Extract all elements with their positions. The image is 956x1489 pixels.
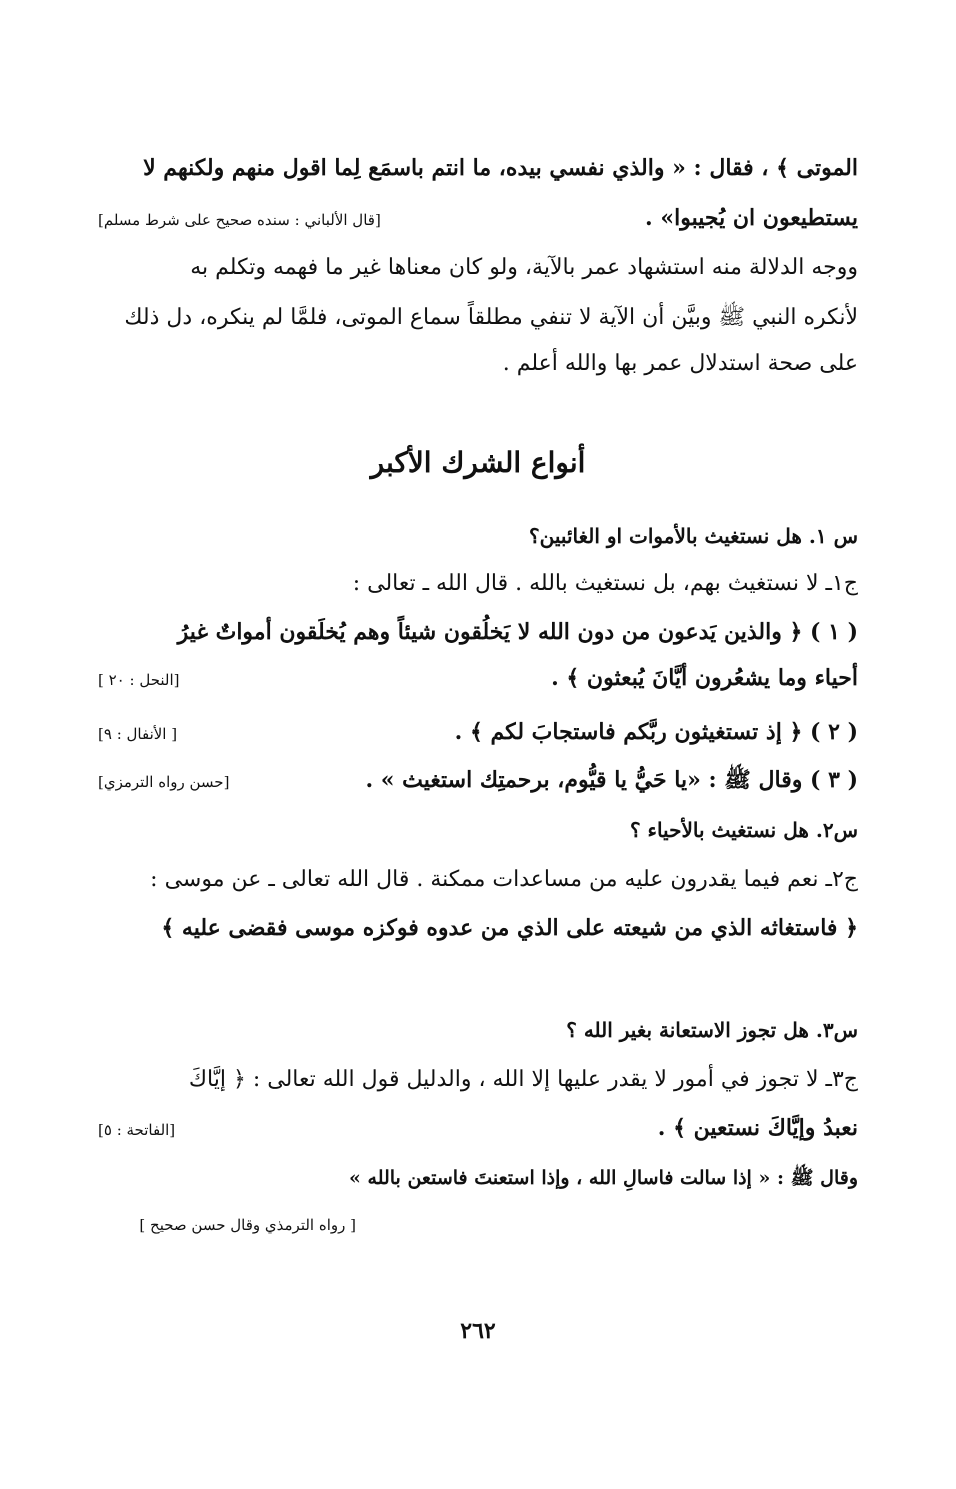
verse-1b-line <box>98 660 858 698</box>
answer-3: ج٣ـ لا تجوز في أمور لا يقدر عليها إلا الله ، والدليل قول الله تعالى : ﴿ إيَّاكَ <box>188 1067 858 1092</box>
hadith-3: ( ٣ ) وقال ﷺ : «يا حَيُّ يا قيُّوم، برحمتِك استغيث » . <box>365 767 858 793</box>
page-number: ٢٦٢ <box>460 1318 496 1344</box>
answer-2: ج٢ـ نعم فيما يقدرون عليه من مساعدات ممكنة . قال الله تعالى ـ عن موسى : <box>150 867 858 892</box>
verse-1b: أحياء وما يشعُرون أيَّانَ يُبعثون ﴾ . <box>551 665 858 691</box>
hadith-3-line <box>98 762 858 800</box>
question-1: س ١. هل نستغيث بالأموات او الغائبين؟ <box>529 524 858 548</box>
verse-q3-line <box>98 1110 858 1148</box>
question-3: س٣. هل تجوز الاستعانة بغير الله ؟ <box>566 1018 858 1042</box>
verse-q3-end: نعبدُ وإيَّاكَ نستعين ﴾ . <box>657 1115 858 1141</box>
line-3: ووجه الدلالة منه استشهاد عمر بالآية، ولو كان معناها غير ما فهمه وتكلم به <box>190 255 858 280</box>
hadith-q3-source: [ رواه الترمذي وقال حسن صحيح ] <box>139 1216 356 1234</box>
verse-2-line <box>98 714 858 752</box>
verse-2: ( ٢ ) ﴿ إذ تستغيثون ربَّكم فاستجابَ لكم ﴾ . <box>454 719 858 745</box>
verse-q2: ﴿ فاستغاثه الذي من شيعته على الذي من عدوه فوكزه موسى فقضى عليه ﴾ <box>161 915 858 941</box>
line-2-reference: [قال الألباني : سنده صحيح على شرط مسلم] <box>98 211 381 229</box>
line-2 <box>98 200 858 238</box>
verse-q3-reference: [الفاتحة : ٥] <box>98 1121 176 1139</box>
hadith-q3: وقال ﷺ : « إذا سالت فاسالِ الله ، وإذا استعنتَ فاستعن بالله » <box>349 1167 858 1189</box>
verse-1a: ( ١ ) ﴿ والذين يَدعون من دون الله لا يَخلُقون شيئاً وهم يُخلَقون أمواتٌ غيرُ <box>177 619 858 645</box>
line-5: على صحة استدلال عمر بها والله أعلم . <box>502 351 858 376</box>
line-1: الموتى ﴾ ، فقال : « والذي نفسي بيده، ما انتم باسمَع لِما اقول منهم ولكنهم لا <box>143 155 858 181</box>
verse-2-reference: [ الأنفال : ٩] <box>98 725 178 743</box>
line-4: لأنكره النبي ﷺ وبيَّن أن الآية لا تنفي مطلقاً سماع الموتى، فلمَّا لم ينكره، دل ذلك <box>124 305 858 330</box>
verse-1-reference: [النحل : ٢٠ ] <box>98 671 180 689</box>
answer-1: ج١ـ لا نستغيث بهم، بل نستغيث بالله . قال الله ـ تعالى : <box>352 571 858 596</box>
question-2: س٢. هل نستغيث بالأحياء ؟ <box>629 818 858 842</box>
hadith-3-reference: [حسن رواه الترمزي] <box>98 773 230 791</box>
line-2-text: يستطيعون ان يُجيبوا» . <box>645 205 858 231</box>
section-heading: أنواع الشرك الأكبر <box>370 446 586 479</box>
